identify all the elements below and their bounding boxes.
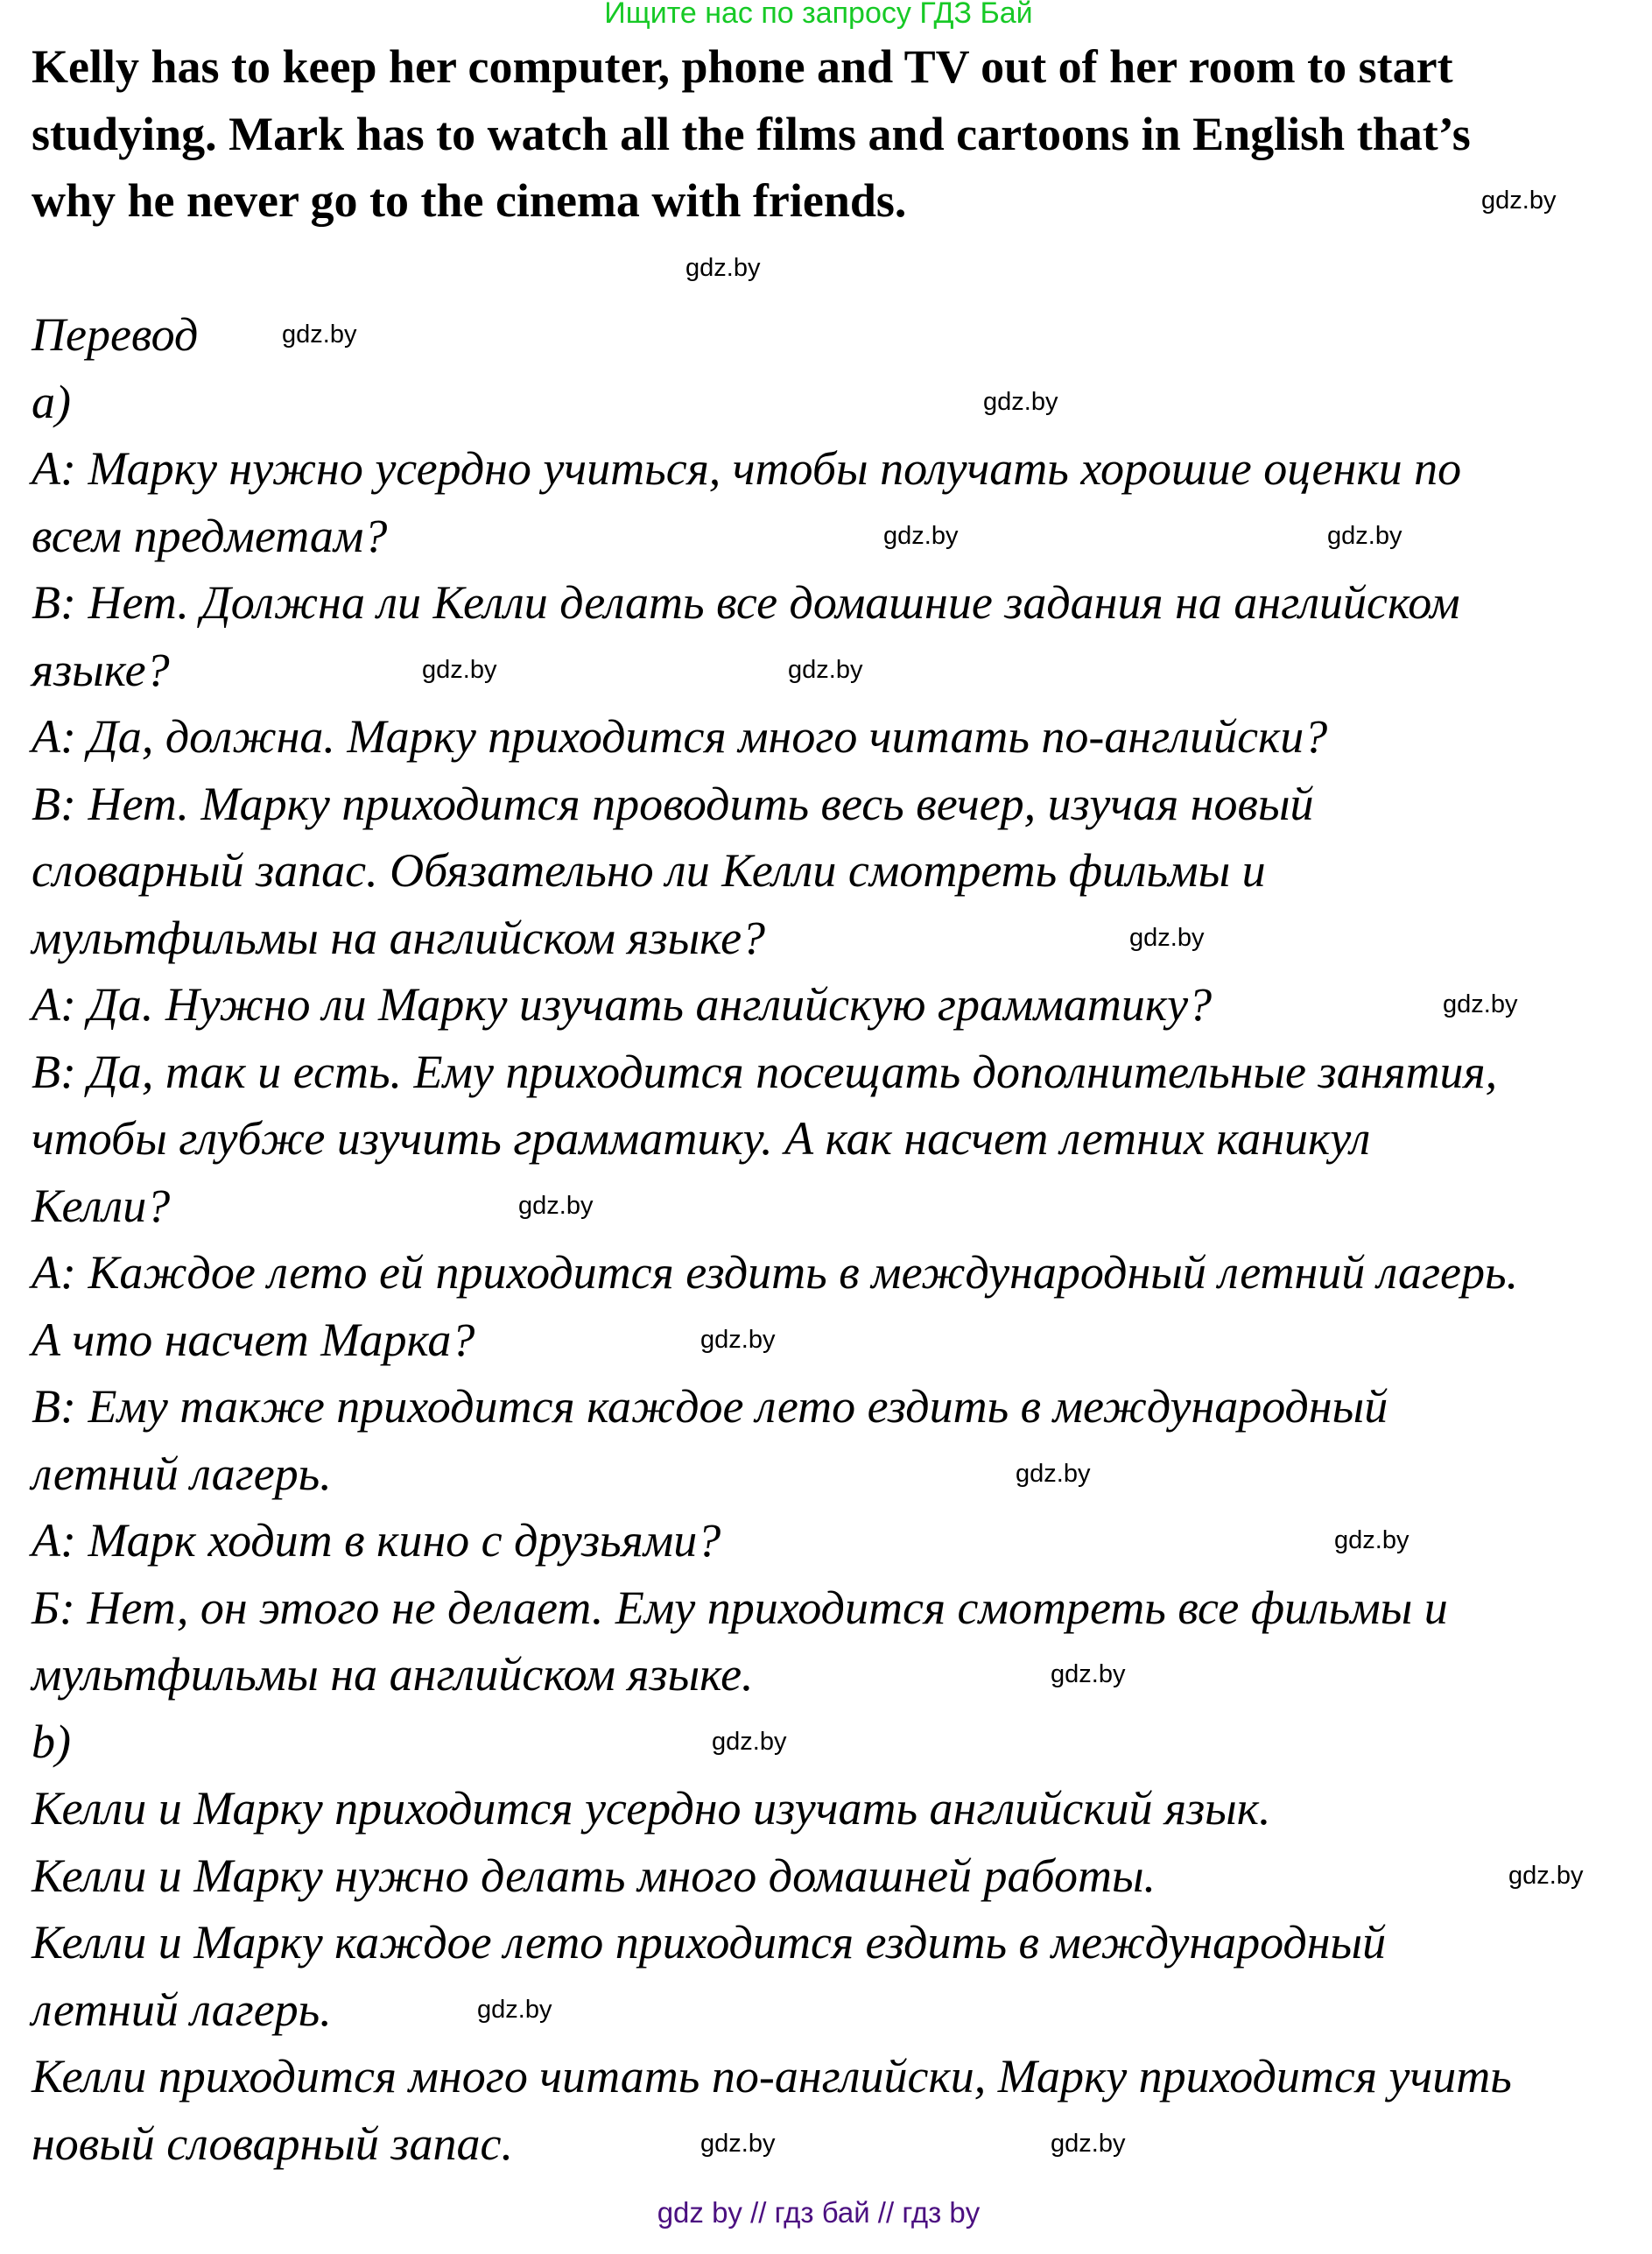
translation-section (32, 301, 1642, 2177)
text-line: В: Ему также приходится каждое лето ездить в международный (32, 1380, 1388, 1433)
text-line: Kelly has to keep her computer, phone and TV out of her room to start (32, 40, 1453, 93)
text-line: А: Марк ходит в кино с друзьями? (32, 1514, 721, 1567)
watermark: gdz.by (883, 522, 959, 550)
text-line: А что насчет Марка? (32, 1313, 475, 1366)
watermark: gdz.by (700, 1326, 776, 1354)
watermark: gdz.by (1334, 1526, 1409, 1554)
text-line: мультфильмы на английском языке? (32, 911, 766, 964)
text-line: Келли и Марку каждое лето приходится ездить в международный (32, 1916, 1387, 1969)
site-banner: Ищите нас по запросу ГДЗ Бай (604, 0, 1033, 30)
watermark: gdz.by (1129, 924, 1205, 952)
spacer (32, 235, 1642, 302)
text-line: В: Нет. Марку приходится проводить весь вечер, изучая новый (32, 777, 1314, 830)
watermark: gdz.by (1508, 1862, 1584, 1890)
document-body (32, 33, 1642, 2177)
text-line: чтобы глубже изучить грамматику. А как насчет летних каникул (32, 1112, 1371, 1165)
text-line: Келли приходится много читать по-английски, Марку приходится учить (32, 2050, 1512, 2103)
text-line: новый словарный запас. (32, 2117, 513, 2170)
watermark: gdz.by (1051, 2130, 1126, 2158)
text-line: А: Каждое лето ей приходится ездить в международный летний лагерь. (32, 1246, 1519, 1299)
watermark: gdz.by (685, 254, 761, 282)
text-line: летний лагерь. (32, 1447, 332, 1500)
watermark: gdz.by (422, 656, 497, 684)
text-line: Келли и Марку нужно делать много домашней работы. (32, 1849, 1156, 1902)
text-line: Келли? (32, 1179, 171, 1232)
watermark: gdz.by (983, 388, 1058, 416)
watermark: gdz.by (788, 656, 863, 684)
watermark: gdz.by (518, 1192, 594, 1220)
watermark: gdz.by (1051, 1660, 1126, 1688)
text-line: Келли и Марку приходится усердно изучать английский язык. (32, 1782, 1271, 1835)
watermark: gdz.by (282, 320, 357, 349)
english-answer (32, 33, 1642, 235)
footer-links: gdz by // гдз бай // гдз by (657, 2196, 981, 2229)
text-line: В: Нет. Должна ли Келли делать все домашние задания на английском (32, 576, 1460, 629)
watermark: gdz.by (1481, 187, 1557, 215)
text-line: всем предметам? (32, 509, 388, 562)
text-line: языке? (32, 643, 170, 696)
watermark: gdz.by (1327, 522, 1402, 550)
text-line: А: Да. Нужно ли Марку изучать английскую грамматику? (32, 978, 1213, 1031)
text-line: b) (32, 1715, 71, 1768)
translation-heading: Перевод (32, 308, 199, 361)
text-line: studying. Mark has to watch all the films and cartoons in English that’s (32, 107, 1471, 160)
text-line: Б: Нет, он этого не делает. Ему приходится смотреть все фильмы и (32, 1581, 1448, 1634)
text-line: летний лагерь. (32, 1983, 332, 2036)
watermark: gdz.by (712, 1728, 787, 1756)
watermark: gdz.by (700, 2130, 776, 2158)
watermark: gdz.by (1443, 990, 1518, 1018)
watermark: gdz.by (1016, 1460, 1091, 1488)
text-line: why he never go to the cinema with friends. (32, 174, 907, 227)
text-line: В: Да, так и есть. Ему приходится посещать дополнительные занятия, (32, 1045, 1498, 1098)
text-line: мультфильмы на английском языке. (32, 1648, 754, 1701)
text-line: А: Марку нужно усердно учиться, чтобы получать хорошие оценки по (32, 442, 1462, 495)
text-line: А: Да, должна. Марку приходится много читать по-английски? (32, 710, 1328, 763)
text-line: словарный запас. Обязательно ли Келли смотреть фильмы и (32, 844, 1266, 897)
text-line: a) (32, 375, 71, 428)
watermark: gdz.by (477, 1996, 552, 2024)
